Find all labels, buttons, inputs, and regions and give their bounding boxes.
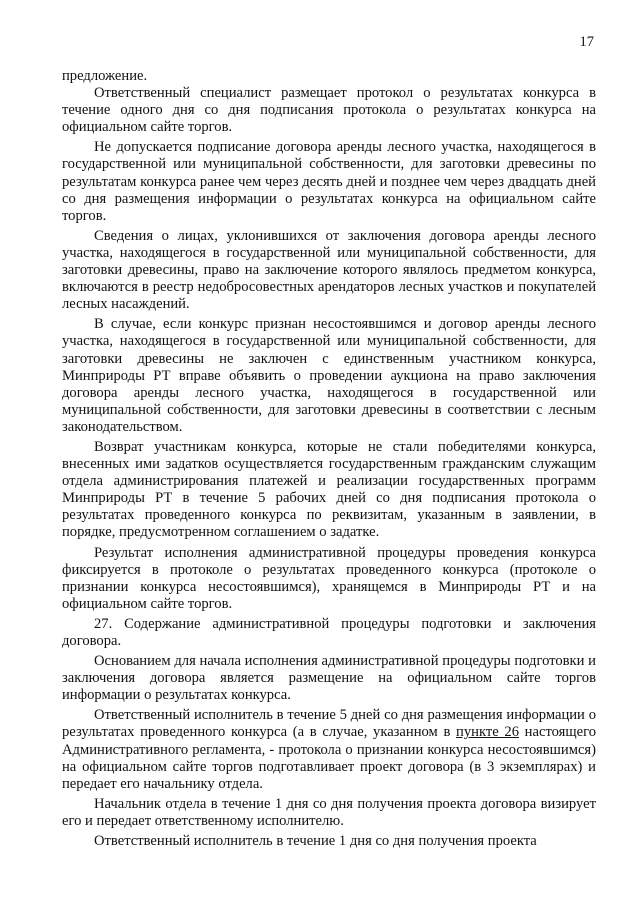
paragraph-continuation: предложение. <box>62 68 148 84</box>
paragraph-deposit-return: Возврат участникам конкурса, которые не стали победителями конкурса, внесенных ими задатков осуществляется государственным гражданским служащим отдела администрирования платежей и реализации государственных программ Минприроды РТ в течение 5 рабочих дней со дня подписания протокола о результатах проведенного конкурса по реквизитам, указанным в заявлении, в порядке, предусмотренном соглашением о задатке. <box>62 438 596 541</box>
paragraph-contract-preparation <box>62 707 596 792</box>
paragraph-protocol-publication: Ответственный специалист размещает протокол о результатах конкурса в течение одного дня со дня подписания протокола о результатах конкурса на официальном сайте торгов. <box>62 85 596 136</box>
clause-26-link[interactable]: пункте 26 <box>456 724 519 741</box>
paragraph-head-approval: Начальник отдела в течение 1 дня со дня получения проекта договора визирует его и передает ответственному исполнителю. <box>62 795 596 829</box>
paragraph-procedure-basis: Основанием для начала исполнения административной процедуры подготовки и заключения договора является размещение на официальном сайте торгов информации о результатах конкурса. <box>62 653 596 704</box>
paragraph-text: Ответственный исполнитель в течение 5 дней со дня размещения информации о результатах проведенного конкурса (а в случае, указанном в <box>62 707 596 741</box>
paragraph-procedure-result: Результат исполнения административной процедуры проведения конкурса фиксируется в протоколе о результатах проведенного конкурса (протоколе о признании конкурса несостоявшимся), хранящемся в Минприроды РТ и на официальном сайте торгов. <box>62 544 596 612</box>
page-number: 17 <box>579 34 594 50</box>
document-body <box>62 68 596 850</box>
paragraph-executor-continuation: Ответственный исполнитель в течение 1 дня со дня получения проекта <box>94 833 537 850</box>
paragraph-evaders-registry: Сведения о лицах, уклонившихся от заключения договора аренды лесного участка, находящегося в государственной или муниципальной собственности, для заготовки древесины, право на заключение которого являлось предметом конкурса, включаются в реестр недобросовестных арендаторов лесных участков и покупателей лесных насаждений. <box>62 227 596 313</box>
paragraph-failed-tender: В случае, если конкурс признан несостоявшимся и договор аренды лесного участка, находящегося в государственной или муниципальной собственности, для заготовки древесины не заключен с единственным участником конкурса, Минприроды РТ вправе объявить о проведении аукциона на право заключения договора аренды лесного участка, находящегося в государственной или муниципальной собственности, для заготовки древесины в соответствии с лесным законодательством. <box>62 316 596 435</box>
section-27-heading: 27. Содержание административной процедуры подготовки и заключения договора. <box>62 615 596 649</box>
paragraph-signing-restriction: Не допускается подписание договора аренды лесного участка, находящегося в государственной или муниципальной собственности, для заготовки древесины по результатам конкурса ранее чем через десять дней и позднее чем через двадцать дней со дня размещения информации о результатах конкурса на официальном сайте торгов. <box>62 139 596 224</box>
paragraph-text: настоящего Административного регламента, - протокола о признании конкурса несостоявшимся) на официальном сайте торгов подготавливает проект договора (в 3 экземплярах) и передает его начальнику отдела. <box>62 724 596 792</box>
